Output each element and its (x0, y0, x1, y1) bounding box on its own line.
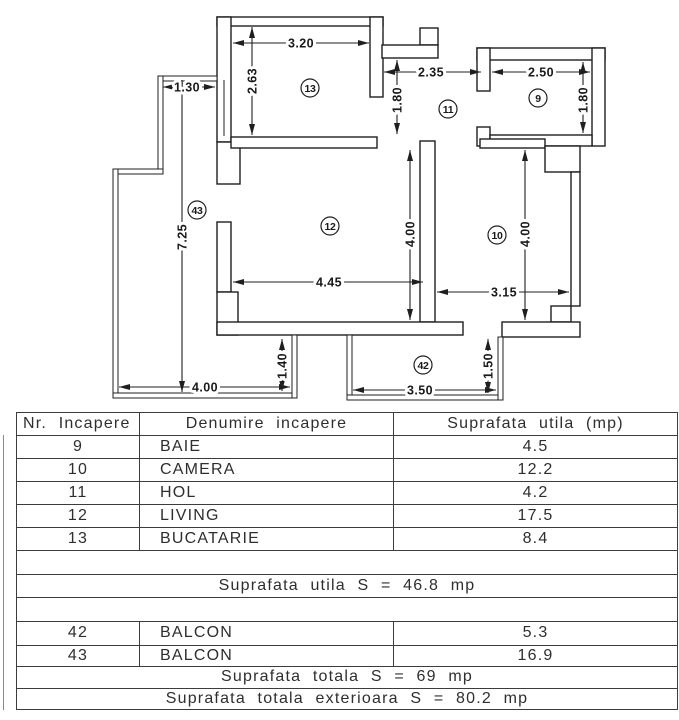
areas-table (16, 412, 678, 710)
dim-balcon42-depth: 1.50 (481, 353, 496, 379)
summary-totala-row (17, 667, 677, 689)
wall-segment (551, 306, 571, 322)
spacer-row (17, 551, 677, 575)
summary-utila-text: Suprafata utila S = 46.8 mp (218, 577, 476, 594)
room-name: CAMERA (139, 459, 393, 481)
room-number-balcon-43: 43 (191, 205, 203, 217)
room-number-baie: 9 (535, 93, 541, 105)
balcony-wall (347, 335, 352, 400)
dim-bucatarie-depth: 2.63 (245, 68, 260, 94)
room-nr: 11 (68, 484, 88, 501)
room-nr: 42 (67, 624, 89, 641)
header-nr: Nr. Incapere (23, 415, 131, 432)
room-number-living: 12 (324, 221, 336, 233)
room-nr: 10 (67, 461, 89, 478)
table-row (17, 505, 677, 528)
room-nr: 13 (67, 530, 89, 547)
balcony-wall (113, 169, 118, 398)
wall-segment (592, 48, 605, 146)
balcony-wall (292, 335, 297, 398)
spacer-row (17, 598, 677, 622)
wall-segment (545, 146, 580, 172)
wall-segment (477, 48, 490, 91)
room-area: 5.3 (393, 622, 677, 645)
room-name: BUCATARIE (139, 528, 393, 550)
summary-totala-text: Suprafata totala S = 69 mp (221, 668, 473, 685)
dim-camera-depth: 4.00 (518, 221, 533, 247)
dim-balcon43-length: 7.25 (175, 224, 190, 250)
wall-segment (231, 137, 377, 148)
dim-baie-width: 2.50 (528, 65, 554, 80)
room-area: 8.4 (393, 528, 677, 550)
wall-segment (217, 17, 383, 26)
room-nr: 12 (67, 507, 89, 524)
dim-living-width: 4.45 (316, 275, 342, 290)
table-row (17, 459, 677, 482)
room-name: LIVING (139, 505, 393, 527)
wall-segment (382, 45, 438, 58)
header-name: Denumire incapere (139, 413, 393, 435)
dim-balcon42-width: 3.50 (407, 383, 433, 398)
table-header-row (17, 413, 677, 436)
table-outer-edge-line (3, 435, 4, 710)
wall-segment (480, 139, 545, 148)
dim-hol-width: 2.35 (418, 65, 444, 80)
wall-segment (217, 322, 463, 335)
wall-segment (217, 222, 231, 292)
table-row (17, 436, 677, 459)
room-nr: 43 (67, 647, 89, 664)
room-name: BALCON (139, 646, 393, 666)
wall-segment (370, 17, 383, 97)
dim-living-depth: 4.00 (403, 221, 418, 247)
room-area: 17.5 (393, 505, 677, 527)
room-nr: 9 (72, 438, 84, 455)
summary-utila-row (17, 575, 677, 598)
summary-exterioara-text: Suprafata totala exterioara S = 80.2 mp (165, 690, 529, 707)
balcony-wall (113, 169, 163, 174)
room-area: 4.2 (393, 482, 677, 504)
dim-baie-depth: 1.80 (576, 87, 591, 113)
balcony-wall (158, 76, 163, 174)
dim-balcon43-top-width: 1.30 (174, 80, 200, 95)
room-area: 16.9 (393, 646, 677, 666)
room-number-hol: 11 (442, 104, 454, 116)
table-row (17, 646, 677, 667)
room-name: HOL (139, 482, 393, 504)
summary-exterioara-row (17, 689, 677, 711)
table-row (17, 482, 677, 505)
wall-segment (502, 322, 580, 337)
dim-balcon43-bottom-width: 4.00 (192, 380, 218, 395)
table-row (17, 622, 677, 646)
wall-segment (420, 28, 438, 45)
wall-segment (477, 48, 605, 60)
room-name: BAIE (139, 436, 393, 458)
dim-camera-width: 3.15 (491, 285, 517, 300)
table-row (17, 528, 677, 551)
dim-balcon43-depth: 1.40 (275, 353, 290, 379)
dim-hol-depth: 1.80 (390, 87, 405, 113)
wall-segment (420, 141, 435, 322)
room-area: 4.5 (393, 436, 677, 458)
room-area: 12.2 (393, 459, 677, 481)
dim-bucatarie-width: 3.20 (288, 36, 314, 51)
room-name: BALCON (139, 622, 393, 645)
header-area: Suprafata utila (mp) (393, 413, 677, 435)
balcony-wall (498, 337, 503, 400)
room-number-camera: 10 (491, 230, 503, 242)
room-number-balcon-42: 42 (417, 360, 429, 372)
room-number-bucatarie: 13 (304, 83, 316, 95)
wall-segment (571, 172, 580, 306)
